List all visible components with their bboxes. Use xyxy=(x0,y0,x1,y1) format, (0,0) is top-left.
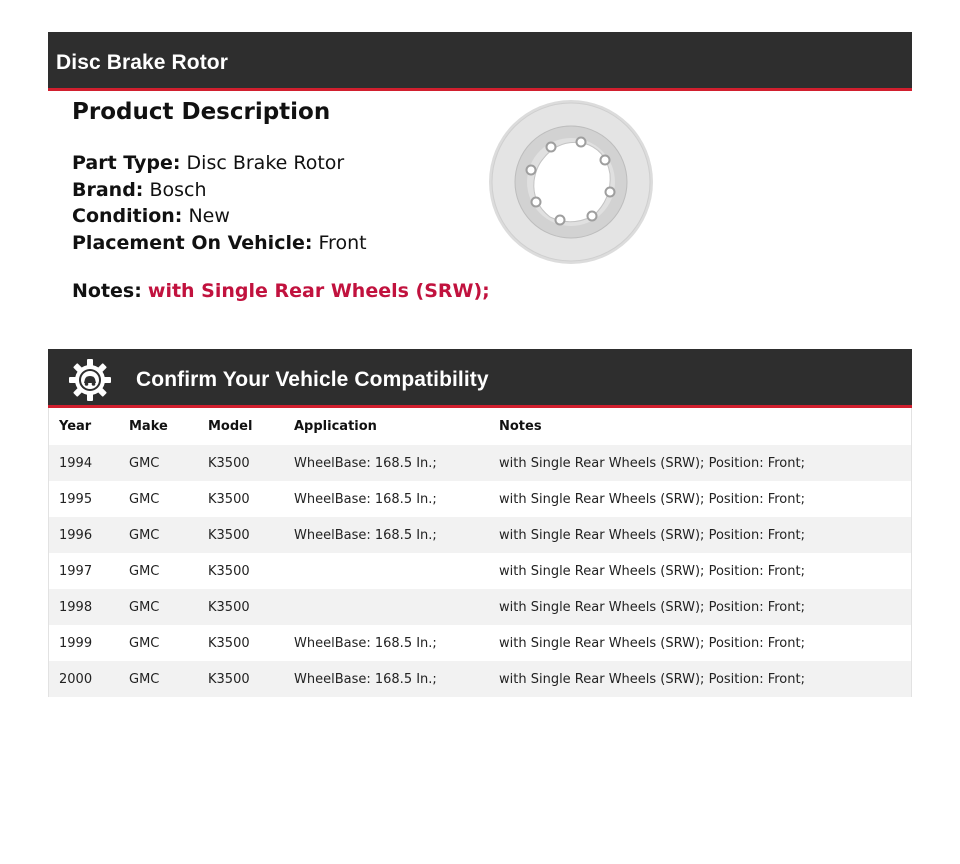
cell-make: GMC xyxy=(119,589,198,625)
notes-value: with Single Rear Wheels (SRW); xyxy=(147,280,490,302)
col-application-header: Application xyxy=(294,419,377,434)
table-row xyxy=(49,481,911,517)
cell-notes: with Single Rear Wheels (SRW); Position: Front; xyxy=(489,517,911,553)
cell-make: GMC xyxy=(129,563,160,579)
table-row xyxy=(49,625,911,661)
compatibility-table xyxy=(48,408,912,697)
cell-model: K3500 xyxy=(208,635,250,651)
notes-row xyxy=(72,280,490,302)
table-row xyxy=(49,661,911,697)
spec-part-type xyxy=(72,150,472,177)
cell-year: 1998 xyxy=(49,589,119,625)
cell-year: 1996 xyxy=(49,517,119,553)
notes-key: Notes: xyxy=(72,280,142,302)
col-notes-header: Notes xyxy=(499,419,542,434)
cell-notes: with Single Rear Wheels (SRW); Position: Front; xyxy=(489,589,911,625)
spec-key: Placement On Vehicle: xyxy=(72,231,313,254)
cell-notes: with Single Rear Wheels (SRW); Position: Front; xyxy=(489,445,911,481)
title-banner xyxy=(48,32,912,91)
cell-year: 2000 xyxy=(49,661,119,697)
cell-application xyxy=(284,553,489,589)
cell-year: 1995 xyxy=(59,491,93,507)
col-make-header: Make xyxy=(129,419,168,434)
spec-key: Brand: xyxy=(72,178,144,201)
cell-application xyxy=(284,589,489,625)
spec-key: Part Type: xyxy=(72,152,181,174)
spec-list xyxy=(72,150,472,256)
cell-application: WheelBase: 168.5 In.; xyxy=(284,517,489,553)
cell-application: WheelBase: 168.5 In.; xyxy=(294,635,437,651)
cell-make: GMC xyxy=(129,491,160,507)
cell-model: K3500 xyxy=(198,517,284,553)
table-row xyxy=(49,589,911,625)
cell-application: WheelBase: 168.5 In.; xyxy=(294,491,437,507)
table-row xyxy=(49,553,911,589)
col-year-header: Year xyxy=(59,419,92,434)
description-heading: Product Description xyxy=(72,99,331,125)
spec-value: Front xyxy=(318,231,367,254)
cell-notes: with Single Rear Wheels (SRW); Position: Front; xyxy=(489,661,911,697)
page-title: Disc Brake Rotor xyxy=(56,51,228,74)
cell-year: 1997 xyxy=(59,563,93,579)
spec-value: Disc Brake Rotor xyxy=(186,152,345,174)
gear-car-icon xyxy=(68,358,112,402)
col-model-header: Model xyxy=(208,419,253,434)
spec-condition xyxy=(72,203,472,230)
cell-notes: with Single Rear Wheels (SRW); Position: Front; xyxy=(499,491,805,507)
compatibility-banner xyxy=(48,349,912,408)
cell-notes: with Single Rear Wheels (SRW); Position: Front; xyxy=(499,563,805,579)
cell-make: GMC xyxy=(119,661,198,697)
cell-model: K3500 xyxy=(208,563,250,579)
spec-placement xyxy=(72,230,472,257)
spec-value: Bosch xyxy=(149,178,207,201)
cell-make: GMC xyxy=(129,635,160,651)
compatibility-title: Confirm Your Vehicle Compatibility xyxy=(136,368,489,391)
spec-key: Condition: xyxy=(72,205,183,227)
product-description xyxy=(72,96,490,302)
cell-model: K3500 xyxy=(198,589,284,625)
spec-brand xyxy=(72,177,472,204)
table-header-row xyxy=(49,408,911,445)
cell-application: WheelBase: 168.5 In.; xyxy=(284,445,489,481)
cell-year: 1999 xyxy=(59,635,93,651)
cell-notes: with Single Rear Wheels (SRW); Position: Front; xyxy=(499,635,805,651)
cell-model: K3500 xyxy=(198,661,284,697)
cell-make: GMC xyxy=(119,445,198,481)
rotor-image xyxy=(488,99,654,265)
table-row xyxy=(49,445,911,481)
cell-model: K3500 xyxy=(198,445,284,481)
spec-value: New xyxy=(188,205,230,227)
cell-application: WheelBase: 168.5 In.; xyxy=(284,661,489,697)
table-row xyxy=(49,517,911,553)
cell-make: GMC xyxy=(119,517,198,553)
cell-model: K3500 xyxy=(208,491,250,507)
cell-year: 1994 xyxy=(49,445,119,481)
